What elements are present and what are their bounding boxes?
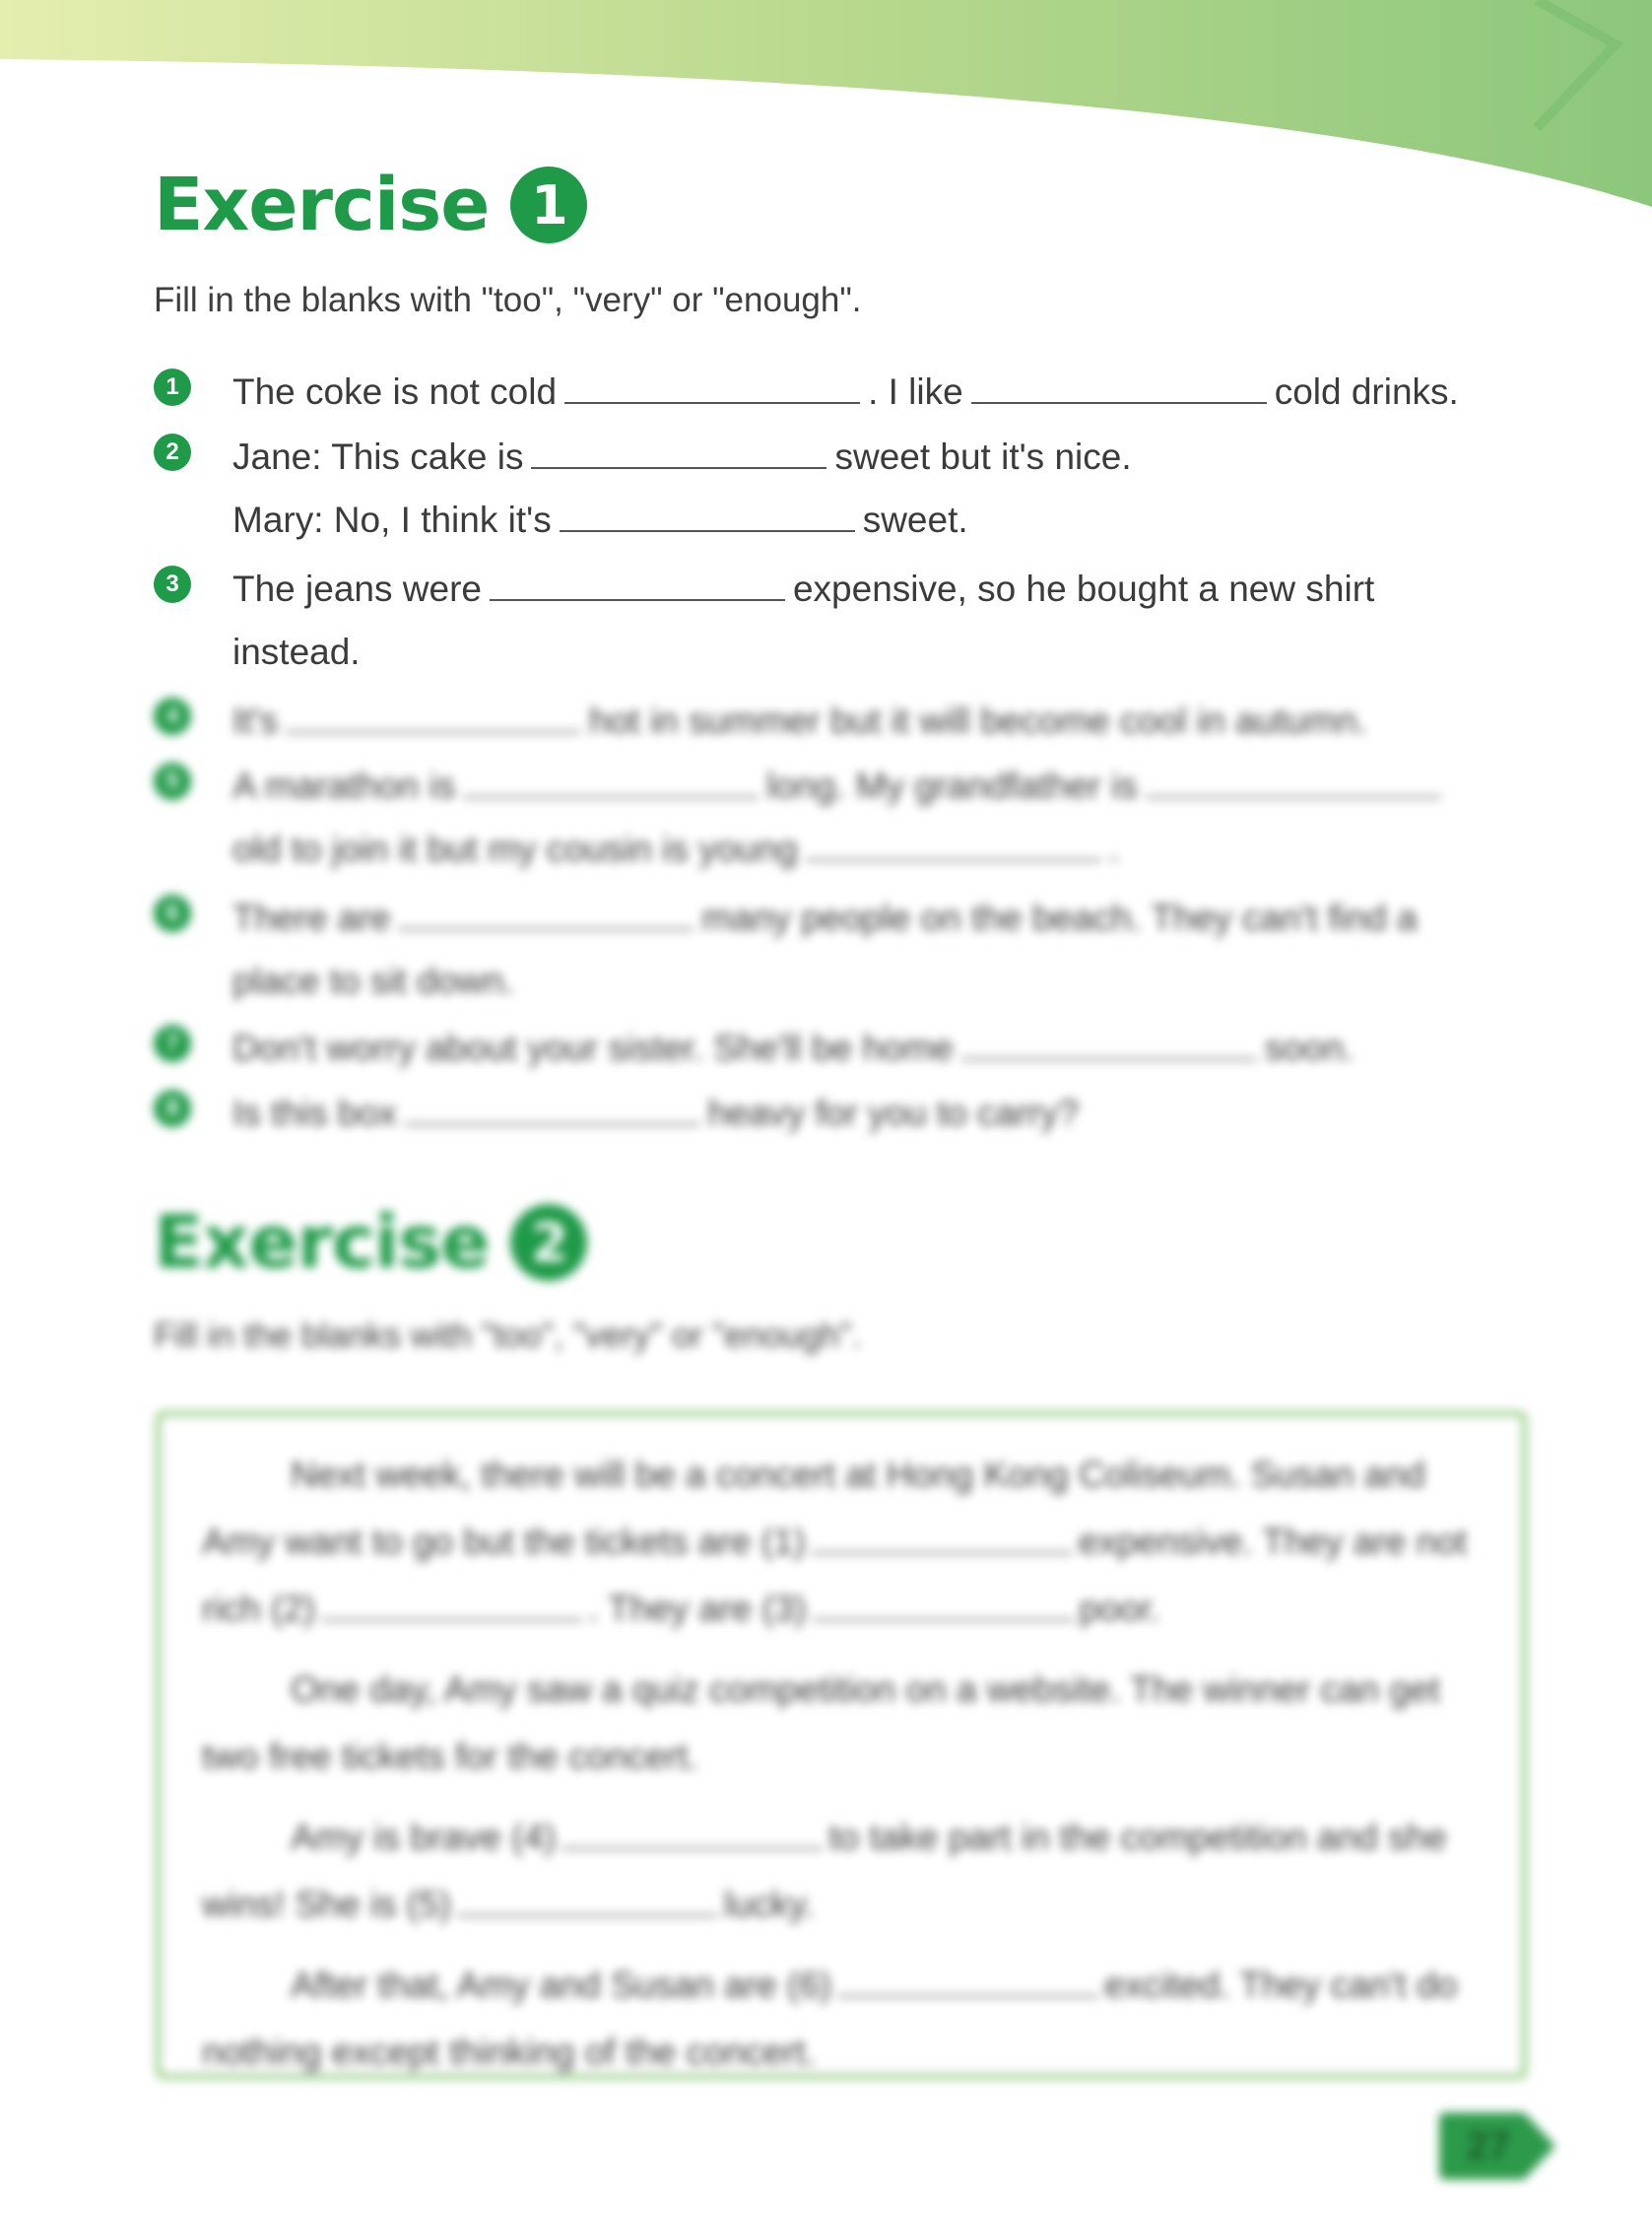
exercise-2-title — [154, 1200, 587, 1285]
question-text: sweet. — [862, 500, 968, 540]
question-text: It's — [232, 701, 279, 741]
question-text: instead. — [232, 632, 361, 672]
answer-blank[interactable] — [560, 491, 855, 532]
answer-blank[interactable] — [564, 363, 860, 404]
exercise-1-instruction: Fill in the blanks with "too", "very" or "enough". — [154, 281, 862, 319]
question-7 — [154, 1017, 1553, 1080]
passage-text: lucky. — [723, 1884, 815, 1924]
answer-blank[interactable] — [971, 363, 1267, 404]
passage-paragraph-4 — [202, 1952, 1481, 2086]
question-2-number: 2 — [154, 434, 191, 471]
question-text: sweet but it's nice. — [834, 437, 1132, 477]
exercise-2-number: 2 — [510, 1204, 587, 1281]
question-5 — [154, 755, 1553, 881]
answer-blank[interactable] — [398, 889, 694, 930]
question-text: . — [1108, 829, 1120, 869]
passage-text: excited. They can't do nothing except thinking of the concert. — [202, 1965, 1458, 2072]
question-text: expensive, so he bought a new shirt — [792, 569, 1375, 609]
exercise-2-word: Exercise — [154, 1200, 490, 1285]
question-text: old to join it but my cousin is young — [232, 829, 798, 869]
passage-blank-6[interactable] — [837, 1956, 1098, 1997]
passage-blank-3[interactable] — [813, 1579, 1074, 1621]
question-text: Mary: No, I think it's — [232, 500, 552, 540]
passage-box — [156, 1411, 1527, 2079]
page-number-badge — [1433, 2107, 1561, 2185]
passage-text: poor. — [1079, 1588, 1160, 1629]
question-text: The coke is not cold — [232, 371, 558, 412]
passage-blank-5[interactable] — [457, 1875, 718, 1916]
question-2 — [154, 426, 1553, 552]
question-1-number: 1 — [154, 369, 191, 406]
question-8 — [154, 1082, 1553, 1145]
passage-text: After that, Amy and Susan are (6) — [291, 1965, 832, 2005]
passage-blank-4[interactable] — [562, 1808, 823, 1849]
exercise-2-instruction: Fill in the blanks with "too", "very" or "enough". — [154, 1316, 862, 1355]
answer-blank[interactable] — [806, 820, 1101, 861]
question-6 — [154, 887, 1553, 1013]
question-4 — [154, 690, 1553, 753]
exercise-1-number: 1 — [510, 167, 587, 243]
question-text: The jeans were — [232, 569, 482, 609]
question-8-number: 8 — [154, 1090, 191, 1127]
question-text: A marathon is — [232, 766, 456, 806]
answer-blank[interactable] — [961, 1019, 1257, 1060]
question-text: place to sit down. — [232, 961, 514, 1001]
answer-blank[interactable] — [463, 757, 759, 798]
question-text: There are — [232, 898, 391, 938]
answer-blank[interactable] — [405, 1084, 700, 1125]
answer-blank[interactable] — [1146, 757, 1441, 798]
passage-blank-2[interactable] — [321, 1579, 582, 1621]
page-number: 27 — [1466, 2123, 1511, 2168]
question-5-number: 5 — [154, 763, 191, 800]
question-1 — [154, 361, 1553, 424]
passage-text: expensive. They are not rich (2) — [202, 1521, 1468, 1629]
question-text: long. My grandfather is — [766, 766, 1138, 806]
question-text: many people on the beach. They can't find a — [701, 898, 1418, 938]
question-3 — [154, 558, 1553, 684]
question-text: Jane: This cake is — [232, 437, 524, 477]
question-text: soon. — [1264, 1028, 1355, 1068]
passage-text: Amy is brave (4) — [291, 1817, 557, 1857]
passage-text: Next week, there will be a concert at Hong Kong Coliseum. Susan and Amy want to go but the tickets are (1) — [202, 1454, 1425, 1562]
exercise-1-title — [154, 163, 587, 247]
answer-blank[interactable] — [286, 692, 581, 733]
question-text: Don't worry about your sister. She'll be home — [232, 1028, 954, 1068]
question-text: . I like — [868, 371, 963, 412]
passage-text: to take part in the competition and she wins! She is (5) — [202, 1817, 1447, 1924]
passage-blank-1[interactable] — [812, 1512, 1073, 1554]
passage-paragraph-3 — [202, 1804, 1481, 1938]
question-text: heavy for you to carry? — [707, 1093, 1079, 1133]
question-3-number: 3 — [154, 566, 191, 603]
exercise-1-word: Exercise — [154, 163, 490, 247]
question-text: cold drinks. — [1274, 371, 1459, 412]
question-4-number: 4 — [154, 698, 191, 735]
passage-text: . They are (3) — [588, 1588, 807, 1629]
question-6-number: 6 — [154, 895, 191, 932]
answer-blank[interactable] — [490, 560, 785, 601]
answer-blank[interactable] — [531, 428, 826, 469]
passage-paragraph-1 — [202, 1442, 1481, 1643]
passage-paragraph-2: One day, Amy saw a quiz competition on a website. The winner can get two free tickets for the concert. — [202, 1669, 1440, 1777]
question-7-number: 7 — [154, 1025, 191, 1062]
question-text: Is this box — [232, 1093, 397, 1133]
question-text: hot in summer but it will become cool in autumn. — [589, 701, 1367, 741]
